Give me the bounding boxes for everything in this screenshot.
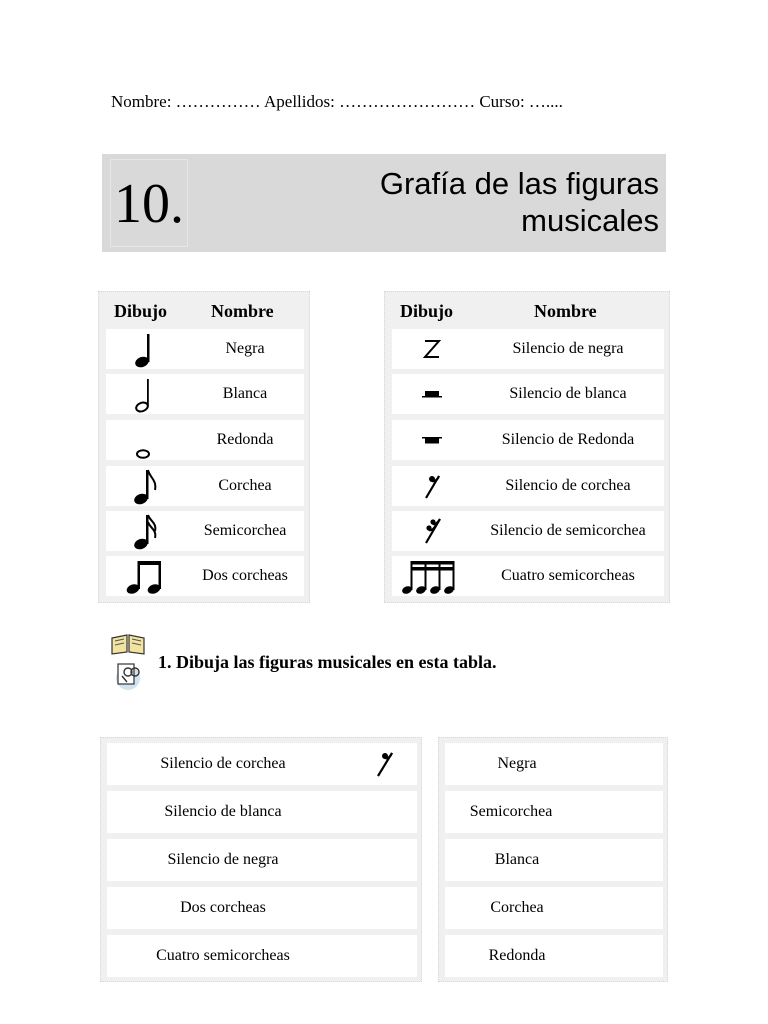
exercise-row: [445, 791, 663, 833]
figure-row: [106, 556, 304, 596]
rest-name: Silencio de corchea: [505, 477, 631, 494]
rest-row: [392, 466, 664, 506]
figure-row: [106, 329, 304, 369]
student-info-line: Nombre: …………… Apellidos: …………………… Curso: …....: [111, 92, 563, 111]
exercise-label: Silencio de corchea: [160, 755, 286, 772]
rests-table: [384, 291, 670, 603]
eighth-rest-icon: [363, 749, 403, 779]
exercise-label: Corchea: [490, 899, 544, 916]
unit-number: 10.: [110, 159, 188, 247]
sixteenth-note-icon: [131, 511, 161, 551]
figures-col-name-header: Nombre: [211, 301, 274, 321]
sixteenth-rest-icon: [417, 516, 447, 546]
exercise-row: [107, 743, 417, 785]
figure-row: [106, 511, 304, 551]
eighth-rest-icon: [417, 471, 447, 501]
page-title: [339, 165, 659, 239]
figures-table: [98, 291, 310, 603]
eighth-note-icon: [131, 466, 161, 506]
rest-name: Silencio de blanca: [509, 385, 627, 402]
book-activity-icon: [110, 632, 146, 690]
quarter-rest-icon: [417, 334, 447, 364]
figure-row: [106, 374, 304, 414]
exercise-label: Silencio de negra: [167, 851, 279, 868]
rest-name: Silencio de Redonda: [501, 431, 635, 448]
exercise-row: [107, 935, 417, 977]
exercise-label: Blanca: [494, 851, 540, 868]
figure-name: Negra: [225, 340, 265, 357]
rest-row: [392, 374, 664, 414]
exercise-row: [445, 887, 663, 929]
rests-col-name-header: Nombre: [534, 301, 597, 321]
figure-row: [106, 466, 304, 506]
figure-name: Semicorchea: [203, 522, 287, 539]
exercise-row: [107, 839, 417, 881]
whole-note-icon: [131, 420, 161, 460]
rest-row: [392, 420, 664, 460]
whole-rest-icon: [417, 430, 447, 450]
figure-name: Redonda: [216, 431, 274, 448]
exercise-label: Redonda: [488, 947, 546, 964]
rest-row: [392, 329, 664, 369]
rest-row: [392, 511, 664, 551]
figure-name: Corchea: [218, 477, 272, 494]
rest-name: Silencio de negra: [512, 340, 624, 357]
figure-name: Dos corcheas: [202, 567, 288, 584]
figure-name: Blanca: [222, 385, 268, 402]
half-note-icon: [131, 374, 161, 414]
exercise-row: [107, 887, 417, 929]
exercise-row: [107, 791, 417, 833]
half-rest-icon: [417, 384, 447, 404]
exercise-row: [445, 839, 663, 881]
exercise-label: Semicorchea: [469, 803, 553, 820]
rest-name: Silencio de semicorchea: [490, 522, 646, 539]
title-banner: [102, 154, 666, 252]
two-eighth-notes-icon: [126, 556, 166, 596]
exercise-row: [445, 935, 663, 977]
four-sixteenth-notes-icon: [402, 556, 462, 596]
exercise-label: Silencio de blanca: [164, 803, 282, 820]
exercise-label: Negra: [497, 755, 537, 772]
figures-col-draw-header: Dibujo: [114, 301, 168, 321]
figure-row: [106, 420, 304, 460]
exercise-label: Cuatro semicorcheas: [156, 947, 290, 964]
exercise-table-right: [438, 737, 668, 982]
exercise-label: Dos corcheas: [180, 899, 266, 916]
rest-name: Cuatro semicorcheas: [501, 567, 635, 584]
exercise-table-left: [100, 737, 422, 982]
title-line-1: Grafía de las figuras: [379, 166, 659, 201]
quarter-note-icon: [131, 329, 161, 369]
rest-row: [392, 556, 664, 596]
rests-col-draw-header: Dibujo: [400, 301, 454, 321]
exercise-row: [445, 743, 663, 785]
exercise-instruction: 1. Dibuja las figuras musicales en esta tabla.: [158, 652, 497, 672]
title-line-2: musicales: [521, 203, 659, 238]
